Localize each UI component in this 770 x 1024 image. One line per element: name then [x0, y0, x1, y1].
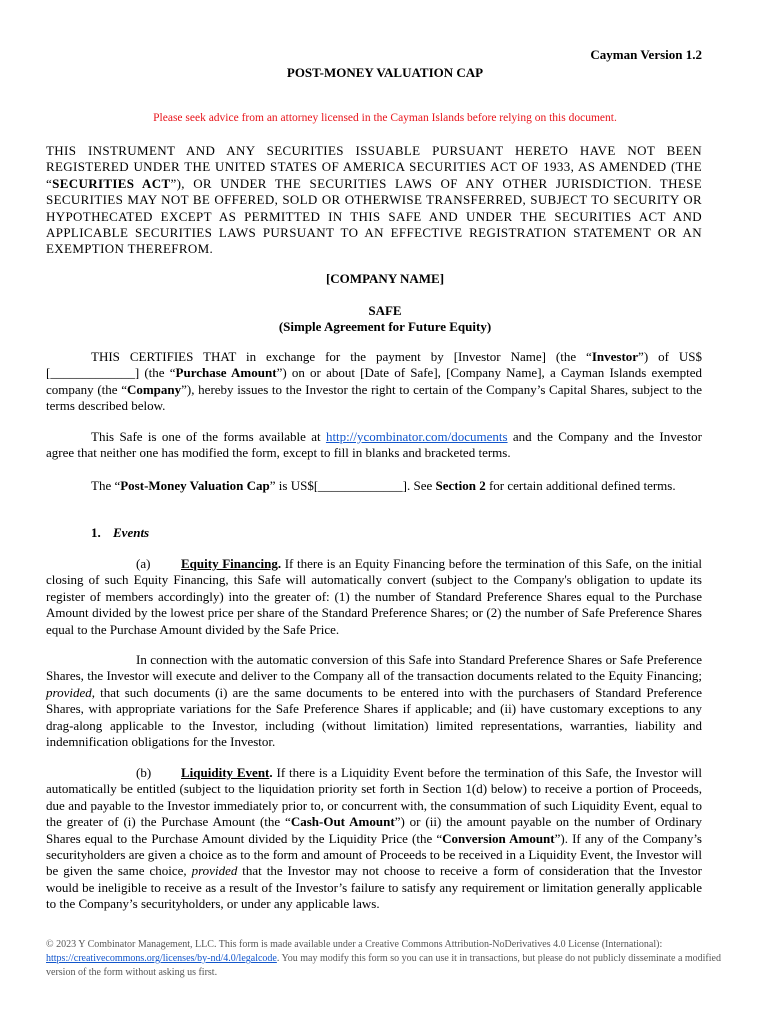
liquidity-event-paragraph: (b) Liquidity Event. If there is a Liquidity Event before the termination of this Safe, the Investor will automatically be entitled (subject to the liquidation priority set forth in Section 1(d) below) to receive a portion of Proceeds, due and payable to the Investor immediately prior to, or concurrent with, the consummation of such Liquidity Event, equal to the greater of (i) the Purchase Amount (the “Cash-Out Amount”) or (ii) the amount payable on the number of Ordinary Shares equal to the Purchase Amount divided by the Liquidity Price (the “Conversion Amount”). If any of the Company’s securityholders are given a choice as to the form and amount of Proceeds to be received in a Liquidity Event, the Investor will be given the same choice, provided that the Investor may not choose to receive a form of consideration that the Investor would be ineligible to receive as a result of the Investor’s failure to satisfy any requirement or limitation generally applicable to the Company’s securityholders, or under any applicable laws. [46, 765, 702, 912]
valuation-cap-paragraph: The “Post-Money Valuation Cap” is US$[_____________]. See Section 2 for certain additional defined terms. [91, 478, 676, 493]
section-number: 1. [91, 525, 101, 540]
equity-financing-paragraph: (a) Equity Financing. If there is an Equity Financing before the termination of this Safe, on the initial closing of such Equity Financing, this Safe will automatically convert (subject to the Company's obligation to update its register of members accordingly) into the greater of: (1) the number of Standard Preference Shares equal to the Purchase Amount divided by the lowest price per share of the Standard Preference Shares; or (2) the number of Safe Preference Shares equal to the Purchase Amount divided by the Safe Price. [46, 556, 703, 637]
securities-act-term: SECURITIES ACT [52, 175, 171, 191]
securities-legend: THIS INSTRUMENT AND ANY SECURITIES ISSUABLE PURSUANT HERETO HAVE NOT BEEN REGISTERED UNDER THE UNITED STATES OF AMERICA SECURITIES ACT OF 1933, AS AMENDED (THE “SECURITIES ACT”), OR UNDER THE SECURITIES LAWS OF ANY OTHER JURISDICTION. THESE SECURITIES MAY NOT BE OFFERED, SOLD OR OTHERWISE TRANSFERRED, SUBJECT TO SECURITY OR HYPOTHECATED EXCEPT AS PERMITTED IN THIS SAFE AND UNDER THE SECURITIES ACT AND APPLICABLE SECURITIES LAWS PURSUANT TO AN EFFECTIVE REGISTRATION STATEMENT OR AN EXEMPTION THEREFROM. [46, 143, 702, 257]
certifies-paragraph: THIS CERTIFIES THAT in exchange for the payment by [Investor Name] (the “Investor”) of US$ [_____________] (the “Purchase Amount”) on or about [Date of Safe], [Company Name], a Cayman Islands exempted company (the “Company”), hereby issues to the Investor the right to certain of the Company’s Capital Shares, subject to the terms described below. [46, 349, 703, 414]
document-title: POST-MONEY VALUATION CAP [286, 65, 484, 80]
conversion-connection-paragraph: In connection with the automatic conversion of this Safe into Standard Preference Shares or Safe Preference Shares, the Investor will execute and deliver to the Company all of the transaction documents related to the Equity Financing; provided, that such documents (i) are the same documents to be entered into with the purchasers of Standard Preference Shares, with appropriate variations for the Safe Preference Shares if applicable; and (ii) have customary exceptions to any drag-along applicable to the Investor, including (without limitation) limited representations, warranties, liability and indemnification obligations for the Investor. [46, 652, 702, 750]
section-title: Events [113, 525, 150, 540]
legal-advice-notice: Please seek advice from an attorney licensed in the Cayman Islands before relying on this document. [153, 112, 617, 124]
liquidity-event-heading: Liquidity Event [181, 765, 270, 780]
ycombinator-documents-link[interactable]: http://ycombinator.com/documents [325, 429, 508, 444]
version-label: Cayman Version 1.2 [590, 47, 702, 62]
subsection-b-label: (b) [136, 765, 152, 780]
section-2-reference: Section 2 [435, 478, 486, 493]
safe-subtitle: (Simple Agreement for Future Equity) [278, 319, 492, 334]
creative-commons-link[interactable]: https://creativecommons.org/licenses/by-nd/4.0/legalcode [46, 953, 277, 964]
company-name-placeholder: [COMPANY NAME] [325, 271, 445, 286]
subsection-a-label: (a) [136, 556, 151, 571]
equity-financing-heading: Equity Financing [181, 556, 278, 571]
license-footer: © 2023 Y Combinator Management, LLC. This form is made available under a Creative Commons Attribution-NoDerivatives 4.0 License (International): https://creativecommons.org/licenses/by-nd/4.0/legalcode. You may modify this form so you can use it in transactions, but please do not publicly disseminate a modified version of the form without asking us first. [46, 939, 721, 978]
forms-paragraph: This Safe is one of the forms available at http://ycombinator.com/documents and the Company and the Investor agree that neither one has modified the form, except to fill in blanks and bracketed terms. [46, 429, 702, 461]
safe-title: SAFE [368, 303, 402, 318]
